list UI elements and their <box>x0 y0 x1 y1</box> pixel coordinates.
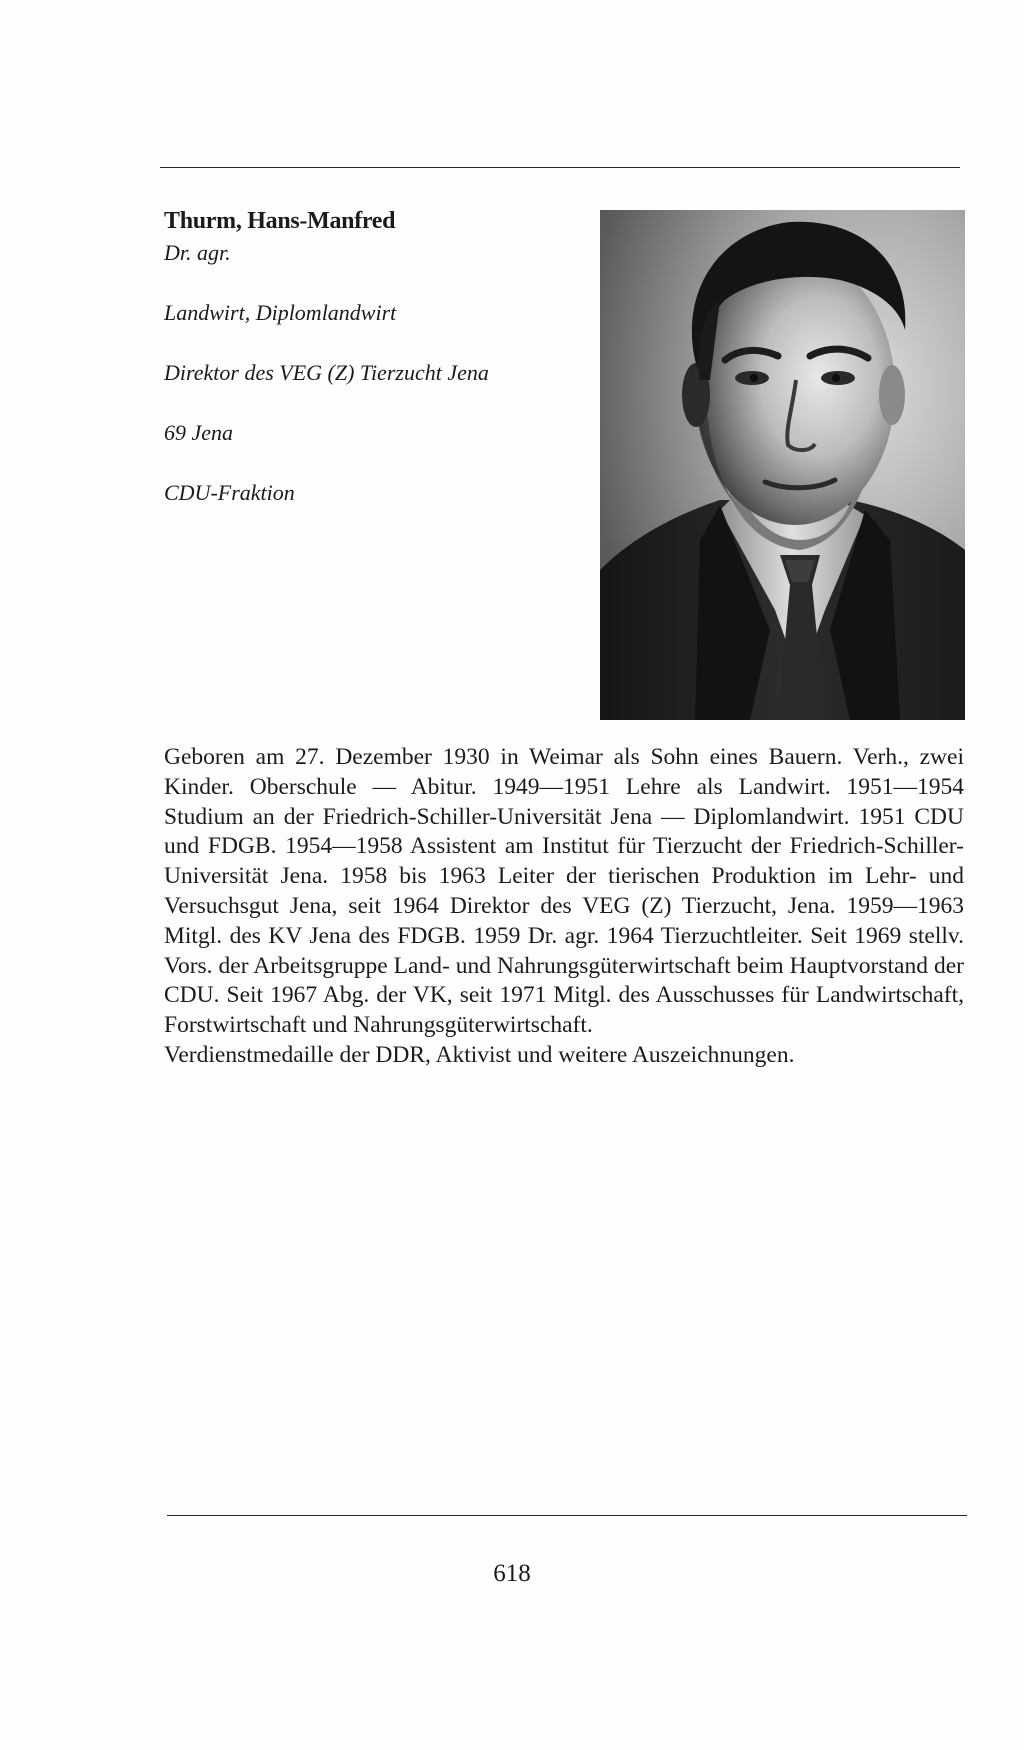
top-rule <box>160 167 960 168</box>
academic-title: Dr. agr. <box>164 240 231 265</box>
entry-header <box>164 205 584 509</box>
address: 69 Jena <box>164 420 234 445</box>
awards-line: Verdienstmedaille der DDR, Aktivist und weitere Auszeichnungen. <box>164 1041 795 1068</box>
biography <box>164 743 964 1071</box>
portrait-photo <box>600 210 965 720</box>
faction: CDU-Fraktion <box>164 480 295 505</box>
portrait-image <box>600 210 965 720</box>
person-name: Thurm, Hans-Manfred <box>164 208 396 234</box>
position: Direktor des VEG (Z) Tierzucht Jena <box>164 360 489 385</box>
page-number: 618 <box>493 1560 531 1587</box>
biography-paragraph: Geboren am 27. Dezember 1930 in Weimar als Sohn eines Bauern. Verh., zwei Kinder. Oberschule — Abitur. 1949—1951 Lehre als Landwirt. 1951—1954 Studium an der Friedrich-Schiller-Universität Jena — Diplomlandwirt. 1951 CDU und FDGB. 1954—1958 Assistent am Institut für Tierzucht der Friedrich-Schiller-Universität Jena. 1958 bis 1963 Leiter der tierischen Produktion im Lehr- und Versuchsgut Jena, seit 1964 Direktor des VEG (Z) Tierzucht, Jena. 1959—1963 Mitgl. des KV Jena des FDGB. 1959 Dr. agr. 1964 Tierzuchtleiter. Seit 1969 stellv. Vors. der Arbeitsgruppe Land- und Nahrungsgüterwirtschaft beim Hauptvorstand der CDU. Seit 1967 Abg. der VK, seit 1971 Mitgl. des Ausschusses für Landwirtschaft, Forstwirtschaft und Nahrungsgüterwirtschaft. <box>164 744 964 1039</box>
profession: Landwirt, Diplomlandwirt <box>164 300 397 325</box>
bottom-rule <box>167 1515 967 1516</box>
